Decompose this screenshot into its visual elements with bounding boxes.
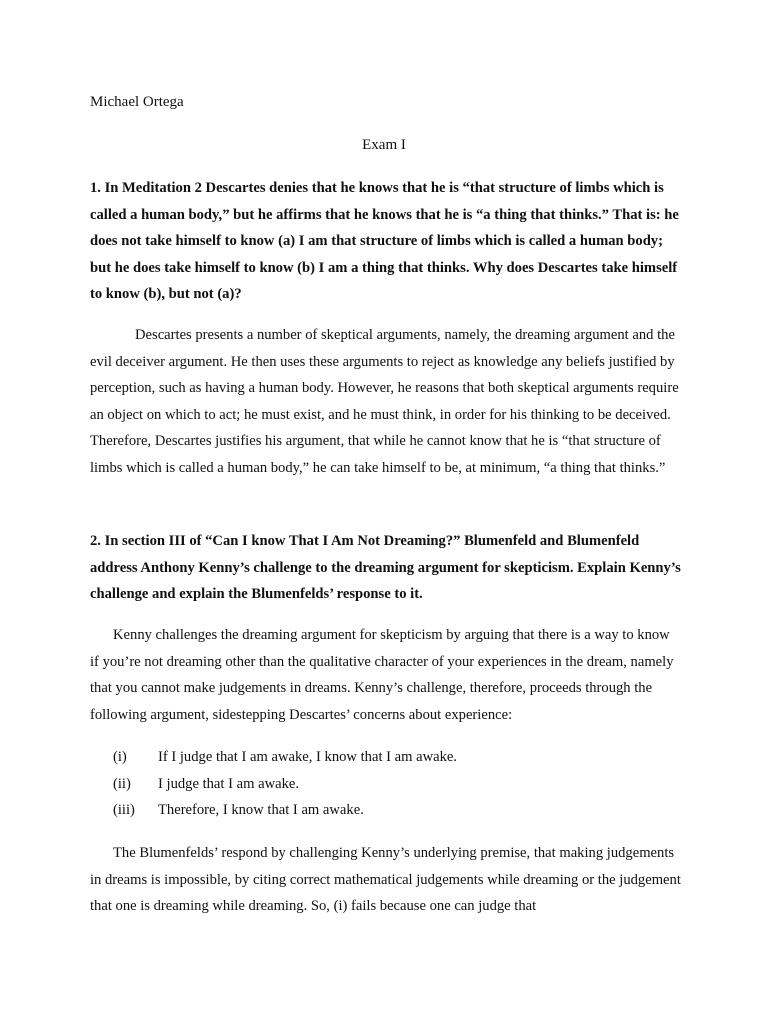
argument-text: If I judge that I am awake, I know that I am awake.: [158, 749, 458, 765]
answer-3-paragraph: The Blumenfelds’ respond by challenging Kenny’s underlying premise, that making judgements in dreams is impossible, by citing correct mathematical judgements while dreaming or the judgement that one is dreaming while dreaming. So, (i) fails because one can judge that: [90, 845, 681, 914]
answer-2-paragraph: Kenny challenges the dreaming argument for skepticism by arguing that there is a way to know if you’re not dreaming other than the qualitative character of your experiences in the dream, namely that you cannot make judgements in dreams. Kenny’s challenge, therefore, proceeds through the following argument, sidestepping Descartes’ concerns about experience:: [90, 627, 674, 723]
question-1: 1. In Meditation 2 Descartes denies that he knows that he is “that structure of limbs which is called a human body,” but he affirms that he knows that he is “a thing that thinks.” That is: he does not take himself to know (a) I am that structure of limbs which is called a human body; but he does take himself to know (b) I am a thing that thinks. Why does Descartes take himself to know (b), but not (a)?: [90, 180, 679, 302]
argument-number: (ii): [113, 775, 131, 792]
argument-item: [113, 744, 457, 771]
answer-1-paragraph: Descartes presents a number of skeptical arguments, namely, the dreaming argument and the evil deceiver argument. He then uses these arguments to reject as knowledge any beliefs justified by perception, such as having a human body. However, he reasons that both skeptical arguments require an object on which to act; he must exist, and he must think, in order for his thinking to be deceived. Therefore, Descartes justifies his argument, that while he cannot know that he is “that structure of limbs which is called a human body,” he can take himself to be, at minimum, “a thing that thinks.”: [90, 327, 679, 476]
argument-number: (i): [113, 749, 127, 765]
question-2: 2. In section III of “Can I know That I Am Not Dreaming?” Blumenfeld and Blumenfeld address Anthony Kenny’s challenge to the dreaming argument for skepticism. Explain Kenny’s challenge and explain the Blumenfelds’ response to it.: [90, 533, 681, 602]
argument-number: (iii): [113, 802, 135, 818]
argument-text: I judge that I am awake.: [158, 775, 300, 792]
argument-list: [113, 744, 457, 824]
document-title: Exam I: [362, 137, 406, 153]
argument-item: [113, 771, 457, 798]
author-name: Michael Ortega: [90, 94, 184, 110]
argument-text: Therefore, I know that I am awake.: [158, 802, 364, 818]
argument-item: [113, 797, 457, 824]
